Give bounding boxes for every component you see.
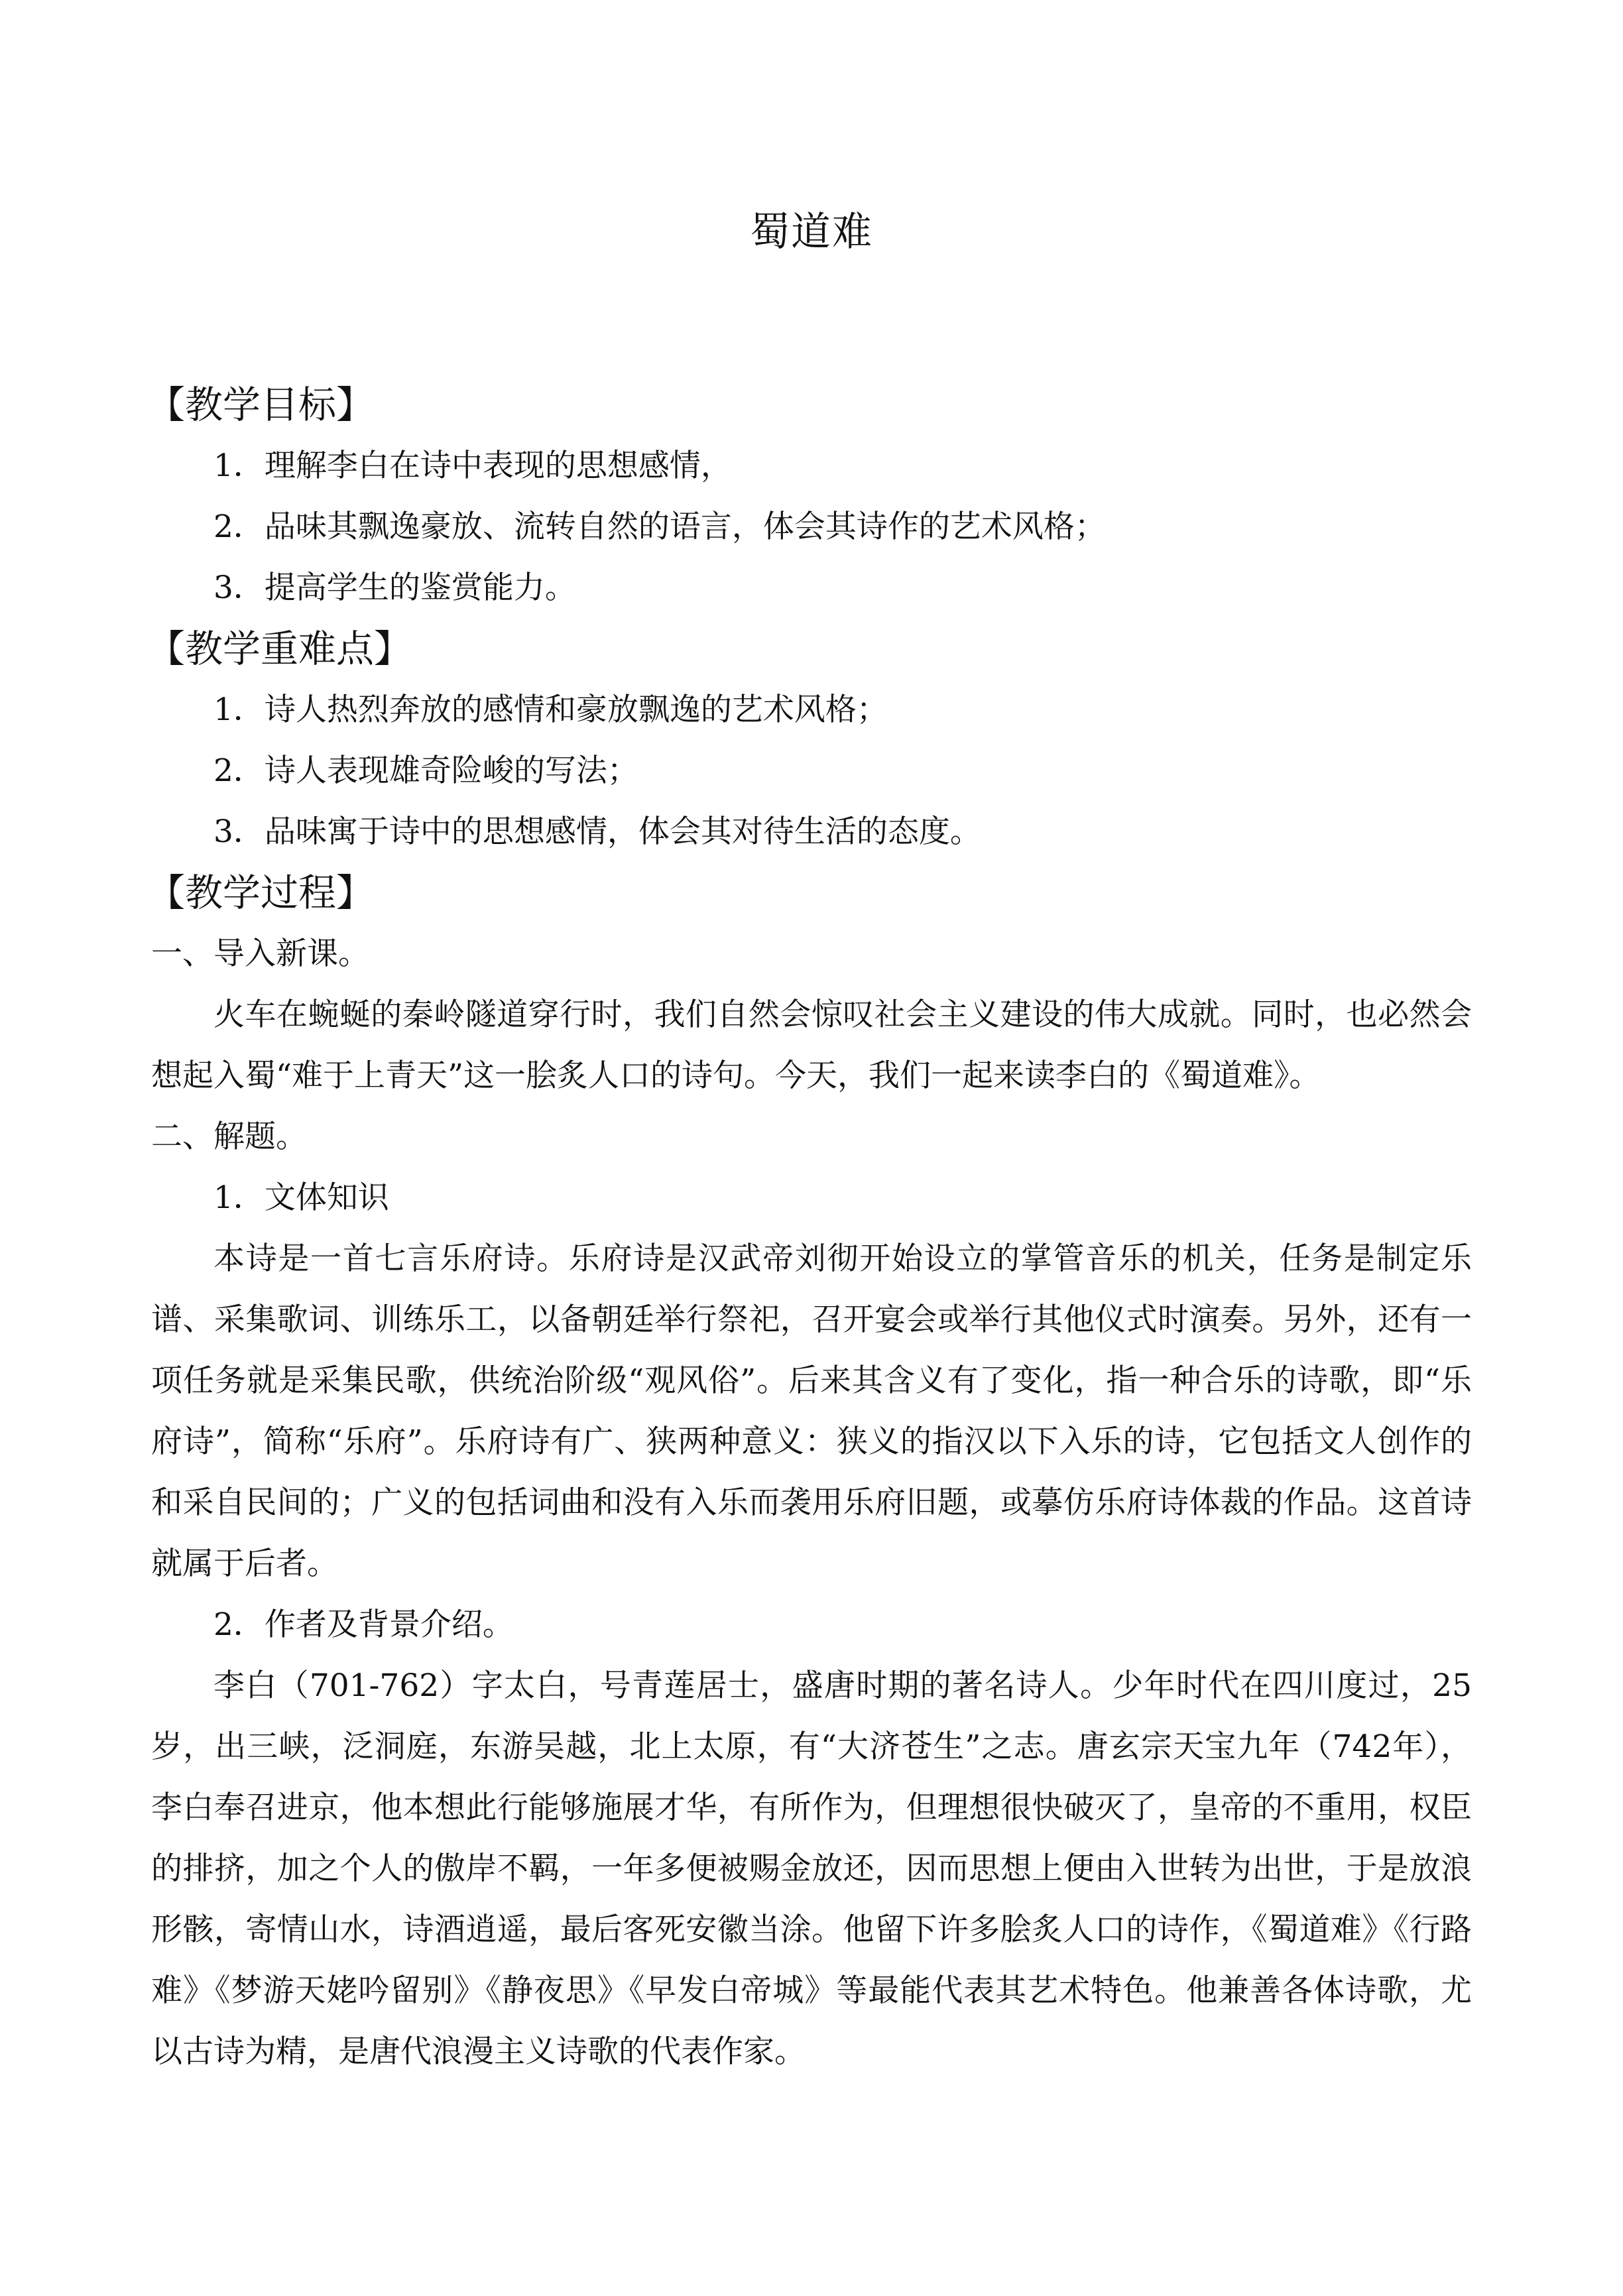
intro-paragraph: 火车在蜿蜒的秦岭隧道穿行时，我们自然会惊叹社会主义建设的伟大成就。同时，也必然会想起入蜀“难于上青天”这一脍炙人口的诗句。今天，我们一起来读李白的《蜀道难》。 [151,997,1472,1094]
document-body [147,375,1472,2083]
section-title-intro: 一、导入新课。 [151,936,369,972]
heading-teaching-process: 【教学过程】 [147,871,374,915]
key-point-item: 2．诗人表现雄奇险峻的写法； [213,753,638,789]
key-point-item: 3．品味寓于诗中的思想感情，体会其对待生活的态度。 [213,814,981,850]
author-paragraph: 李白（701-762）字太白，号青莲居士，盛唐时期的著名诗人。少年时代在四川度过，25岁，出三峡，泛洞庭，东游吴越，北上太原，有“大济苍生”之志。唐玄宗天宝九年（742年），李白奉召进京，他本想此行能够施展才华，有所作为，但理想很快破灭了，皇帝的不重用，权臣的排挤，加之个人的傲岸不羁，一年多便被赐金放还，因而思想上便由入世转为出世，于是放浪形骸，寄情山水，诗酒逍遥，最后客死安徽当涂。他留下许多脍炙人口的诗作，《蜀道难》《行路难》《梦游天姥吟留别》《静夜思》《早发白帝城》等最能代表其艺术特色。他兼善各体诗歌，尤以古诗为精，是唐代浪漫主义诗歌的代表作家。 [151,1667,1472,2070]
page-title: 蜀道难 [750,209,873,255]
key-point-item: 1．诗人热烈奔放的感情和豪放飘逸的艺术风格； [213,692,888,728]
goal-item: 1．理解李白在诗中表现的思想感情， [213,448,732,484]
goal-item: 2．品味其飘逸豪放、流转自然的语言，体会其诗作的艺术风格； [213,509,1106,545]
goal-item: 3．提高学生的鉴赏能力。 [213,570,576,606]
genre-paragraph: 本诗是一首七言乐府诗。乐府诗是汉武帝刘彻开始设立的掌管音乐的机关，任务是制定乐谱、采集歌词、训练乐工，以备朝廷举行祭祀，召开宴会或举行其他仪式时演奏。另外，还有一项任务就是采集民歌，供统治阶级“观风俗”。后来其含义有了变化，指一种合乐的诗歌，即“乐府诗”，简称“乐府”。乐府诗有广、狭两种意义：狭义的指汉以下入乐的诗，它包括文人创作的和采自民间的；广义的包括词曲和没有入乐而袭用乐府旧题，或摹仿乐府诗体裁的作品。这首诗就属于后者。 [151,1240,1472,1582]
heading-key-points: 【教学重难点】 [147,627,412,671]
subsection-title-genre: 1．文体知识 [213,1179,389,1216]
heading-teaching-goals: 【教学目标】 [147,383,374,427]
section-title-explanation: 二、解题。 [151,1118,307,1155]
subsection-title-author: 2．作者及背景介绍。 [213,1606,514,1643]
